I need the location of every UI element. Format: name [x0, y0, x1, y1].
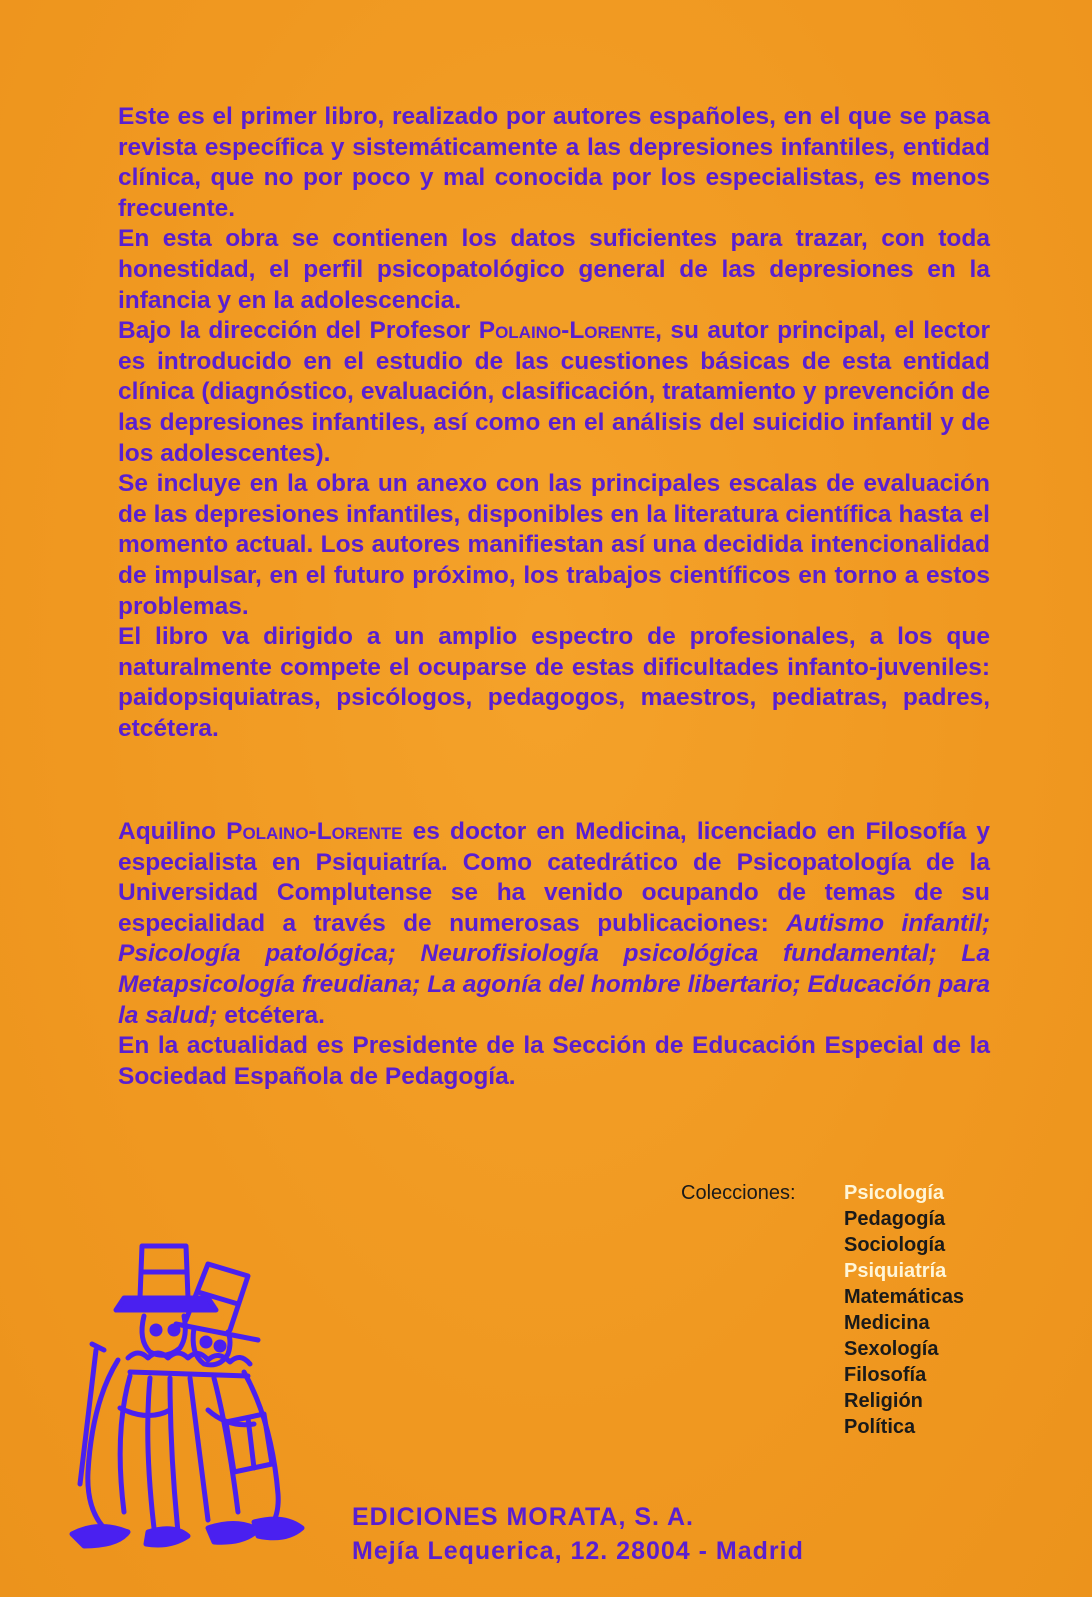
description-paragraph-5: El libro va dirigido a un amplio espectro de profesionales, a los que naturalmente compete el ocuparse de estas dificultades infanto-juveniles: paidopsiquiatras, psicólogos, pedagogos, maestros, pediatras, padres, etcétera. [118, 623, 990, 742]
collection-item: Religión [844, 1390, 923, 1412]
publisher-address: Mejía Lequerica, 12. 28004 - Madrid [352, 1537, 804, 1565]
publications-list: Autismo infantil; Psicología patológica; Neurofisiología psicológica fundamental; La Metapsicología freudiana; La agonía del hombre libertario; Educación para la salud; [118, 909, 990, 1029]
collection-item: Psicología [844, 1182, 945, 1204]
description-paragraph-1: Este es el primer libro, realizado por autores españoles, en el que se pasa revista específica y sistemáticamente a las depresiones infantiles, entidad clínica, que no por poco y mal conocida por los especialistas, es menos frecuente. [118, 103, 990, 222]
collections-label: Colecciones: [681, 1182, 796, 1204]
two-pilgrims-logo-icon [58, 1232, 308, 1557]
description-paragraph-3 [118, 316, 990, 469]
publisher-name: EDICIONES MORATA, S. A. [352, 1503, 694, 1531]
collections-list [844, 1180, 964, 1440]
collection-item: Medicina [844, 1312, 930, 1334]
author-first-name: Aquilino [118, 818, 227, 845]
author-surname-bio: Polaino-Lorente [226, 818, 403, 845]
bio-paragraph-2: En la actualidad es Presidente de la Sección de Educación Especial de la Sociedad Española de Pedagogía. [118, 1032, 990, 1090]
collection-item: Política [844, 1416, 916, 1438]
collection-item: Pedagogía [844, 1208, 946, 1230]
author-surname: Polaino-Lorente [478, 317, 656, 345]
collection-item: Matemáticas [844, 1286, 965, 1308]
publisher-info [352, 1500, 804, 1568]
collection-item: Sexología [844, 1338, 939, 1360]
description-paragraph-4: Se incluye en la obra un anexo con las principales escalas de evaluación de las depresiones infantiles, disponibles en la literatura científica hasta el momento actual. Los autores manifiestan así una decidida intencionalidad de impulsar, en el futuro próximo, los trabajos científicos en torno a estos problemas. [118, 470, 990, 620]
description-paragraph-2: En esta obra se contienen los datos suficientes para trazar, con toda honestidad, el perfil psicopatológico general de las depresiones en la infancia y en la adolescencia. [118, 225, 990, 314]
description-p3-before: Bajo la dirección del Profesor [118, 317, 479, 345]
author-biography [118, 817, 990, 1092]
bio-intro: es doctor en Medicina, licenciado en Filosofía y especialista en Psiquiatría. Como catedrático de Psicopatología de la Universidad Complutense se ha venido ocupando de temas de su especialidad a través de numerosas publicaciones: [118, 818, 990, 937]
collection-item: Psiquiatría [844, 1260, 947, 1282]
bio-paragraph-1 [118, 817, 990, 1031]
book-description [118, 102, 990, 744]
bio-end: etcétera. [217, 1001, 325, 1029]
collection-item: Filosofía [844, 1364, 927, 1386]
collection-item: Sociología [844, 1234, 946, 1256]
description-p3-after: , su autor principal, el lector es introducido en el estudio de las cuestiones básicas de esta entidad clínica (diagnóstico, evaluación, clasificación, tratamiento y prevención de las depresiones infantiles, así como en el análisis del suicidio infantil y de los adolescentes). [118, 317, 990, 467]
